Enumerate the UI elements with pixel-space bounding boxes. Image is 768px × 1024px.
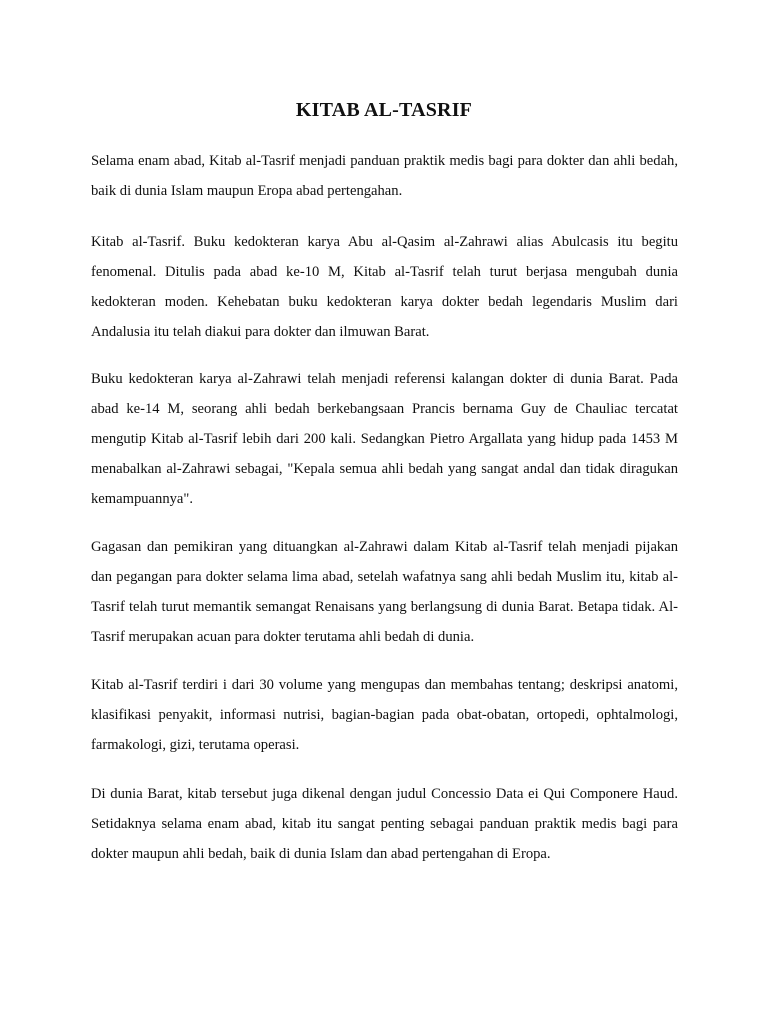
- paragraph-contents: Kitab al-Tasrif terdiri i dari 30 volume yang mengupas dan membahas tentang; deskripsi anatomi, klasifikasi penyakit, informasi nutrisi, bagian-bagian pada obat-obatan, ortopedi, ophtalmologi, farmakologi, gizi, terutama operasi.: [91, 677, 678, 753]
- paragraph-western-reference: Buku kedokteran karya al-Zahrawi telah menjadi referensi kalangan dokter di dunia Barat. Pada abad ke-14 M, seorang ahli bedah berkebangsaan Prancis bernama Guy de Chauliac tercatat mengutip Kitab al-Tasrif lebih dari 200 kali. Sedangkan Pietro Argallata yang hidup pada 1453 M menabalkan al-Zahrawi sebagai, "Kepala semua ahli bedah yang sangat andal dan tidak diragukan kemampuannya".: [91, 371, 678, 507]
- paragraph-about-book: Kitab al-Tasrif. Buku kedokteran karya Abu al-Qasim al-Zahrawi alias Abulcasis itu begitu fenomenal. Ditulis pada abad ke-10 M, Kitab al-Tasrif telah turut berjasa mengubah dunia kedokteran moden. Kehebatan buku kedokteran karya dokter bedah legendaris Muslim dari Andalusia itu telah diakui para dokter dan ilmuwan Barat.: [91, 234, 678, 340]
- paragraph-influence: Gagasan dan pemikiran yang dituangkan al-Zahrawi dalam Kitab al-Tasrif telah menjadi pijakan dan pegangan para dokter selama lima abad, setelah wafatnya sang ahli bedah Muslim itu, kitab al-Tasrif telah turut memantik semangat Renaisans yang berlangsung di dunia Barat. Betapa tidak. Al-Tasrif merupakan acuan para dokter terutama ahli bedah di dunia.: [91, 539, 678, 645]
- paragraph-intro: Selama enam abad, Kitab al-Tasrif menjadi panduan praktik medis bagi para dokter dan ahli bedah, baik di dunia Islam maupun Eropa abad pertengahan.: [91, 153, 678, 199]
- paragraph-latin-title: Di dunia Barat, kitab tersebut juga dikenal dengan judul Concessio Data ei Qui Componere Haud. Setidaknya selama enam abad, kitab itu sangat penting sebagai panduan praktik medis bagi para dokter maupun ahli bedah, baik di dunia Islam dan abad pertengahan di Eropa.: [91, 786, 678, 862]
- document-title: KITAB AL-TASRIF: [295, 99, 473, 121]
